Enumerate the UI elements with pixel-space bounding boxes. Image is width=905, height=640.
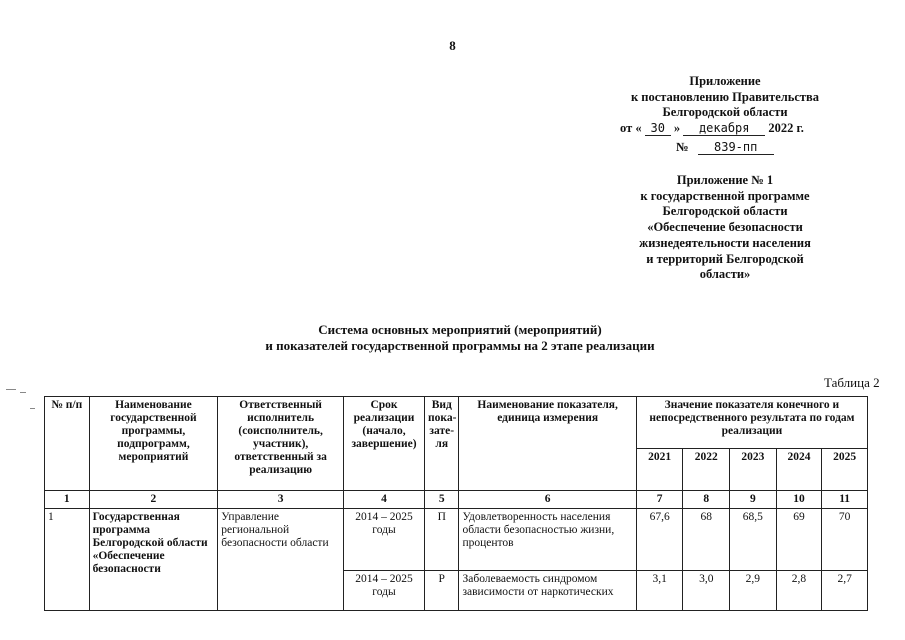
program-name: Государственная программа Белгородской области «Обеспечение безопасности bbox=[89, 509, 218, 611]
value-cell: 2,9 bbox=[730, 571, 777, 611]
annex-block bbox=[605, 173, 845, 283]
value-cell: 3,1 bbox=[636, 571, 683, 611]
annex-line-3: Белгородской области bbox=[662, 204, 788, 219]
approval-block bbox=[600, 74, 850, 121]
col-index: 2 bbox=[89, 491, 218, 509]
annex-line-6: и территорий Белгородской bbox=[646, 251, 804, 266]
header-year-2025: 2025 bbox=[822, 449, 868, 491]
page-number: 8 bbox=[449, 38, 456, 53]
value-cell: 2,8 bbox=[776, 571, 822, 611]
col-index: 6 bbox=[459, 491, 636, 509]
header-num: № п/п bbox=[45, 397, 90, 491]
approval-number bbox=[676, 140, 774, 155]
header-executor: Ответственный исполнитель (соисполнитель, участник), ответственный за реализацию bbox=[218, 397, 344, 491]
date-mid: » bbox=[673, 121, 681, 135]
table-label: Таблица 2 bbox=[824, 375, 880, 390]
scan-speck bbox=[20, 392, 26, 393]
header-term: Срок реализации (начало, завершение) bbox=[343, 397, 424, 491]
col-index: 3 bbox=[218, 491, 344, 509]
header-year-2024: 2024 bbox=[776, 449, 822, 491]
indicator-cell: Заболеваемость синдромом зависимости от наркотических bbox=[459, 571, 636, 611]
document-title bbox=[150, 322, 770, 354]
measures-table bbox=[44, 396, 868, 611]
date-prefix: от « bbox=[620, 121, 642, 135]
annex-line-1: Приложение № 1 bbox=[676, 173, 774, 187]
title-line-1: Система основных мероприятий (мероприятий) bbox=[318, 322, 602, 337]
title-line-2: и показателей государственной программы на 2 этапе реализации bbox=[265, 338, 655, 353]
table-row bbox=[45, 509, 868, 571]
number-prefix: № bbox=[676, 140, 689, 154]
col-index: 7 bbox=[636, 491, 683, 509]
header-type: Вид пока-зате-ля bbox=[425, 397, 459, 491]
date-year: 2022 г. bbox=[768, 121, 804, 135]
value-cell: 67,6 bbox=[636, 509, 683, 571]
date-month: декабря bbox=[683, 122, 765, 136]
header-indicator: Наименование показателя, единица измерения bbox=[459, 397, 636, 491]
approval-line-1: Приложение bbox=[689, 74, 761, 88]
annex-line-4: «Обеспечение безопасности bbox=[647, 220, 803, 235]
header-name: Наименование государственной программы, подпрограмм, мероприятий bbox=[89, 397, 218, 491]
type-cell: Р bbox=[425, 571, 459, 611]
type-cell: П bbox=[425, 509, 459, 571]
scan-speck bbox=[30, 408, 35, 409]
indicator-cell: Удовлетворенность населения области безопасностью жизни, процентов bbox=[459, 509, 636, 571]
col-index: 4 bbox=[343, 491, 424, 509]
header-row-1 bbox=[45, 397, 868, 449]
col-index: 10 bbox=[776, 491, 822, 509]
term-cell: 2014 – 2025 годы bbox=[343, 509, 424, 571]
annex-line-5: жизнедеятельности населения bbox=[639, 235, 811, 250]
approval-line-2: к постановлению Правительства bbox=[630, 89, 820, 104]
number-value: 839-пп bbox=[698, 141, 774, 155]
header-values-group: Значение показателя конечного и непосредственного результата по годам реализации bbox=[636, 397, 867, 449]
date-day: 30 bbox=[645, 122, 671, 136]
col-index: 8 bbox=[683, 491, 730, 509]
value-cell: 68 bbox=[683, 509, 730, 571]
header-year-2023: 2023 bbox=[730, 449, 777, 491]
approval-line-3: Белгородской области bbox=[662, 105, 788, 119]
col-index: 11 bbox=[822, 491, 868, 509]
term-cell: 2014 – 2025 годы bbox=[343, 571, 424, 611]
value-cell: 68,5 bbox=[730, 509, 777, 571]
annex-line-2: к государственной программе bbox=[640, 188, 810, 203]
program-num: 1 bbox=[45, 509, 90, 611]
annex-line-7: области» bbox=[699, 267, 751, 282]
value-cell: 69 bbox=[776, 509, 822, 571]
scan-speck bbox=[6, 389, 16, 390]
header-year-2021: 2021 bbox=[636, 449, 683, 491]
col-index: 1 bbox=[45, 491, 90, 509]
column-index-row bbox=[45, 491, 868, 509]
header-year-2022: 2022 bbox=[683, 449, 730, 491]
value-cell: 2,7 bbox=[822, 571, 868, 611]
approval-date bbox=[620, 121, 804, 136]
col-index: 9 bbox=[730, 491, 777, 509]
value-cell: 3,0 bbox=[683, 571, 730, 611]
col-index: 5 bbox=[425, 491, 459, 509]
value-cell: 70 bbox=[822, 509, 868, 571]
program-executor: Управление региональной безопасности области bbox=[218, 509, 344, 611]
